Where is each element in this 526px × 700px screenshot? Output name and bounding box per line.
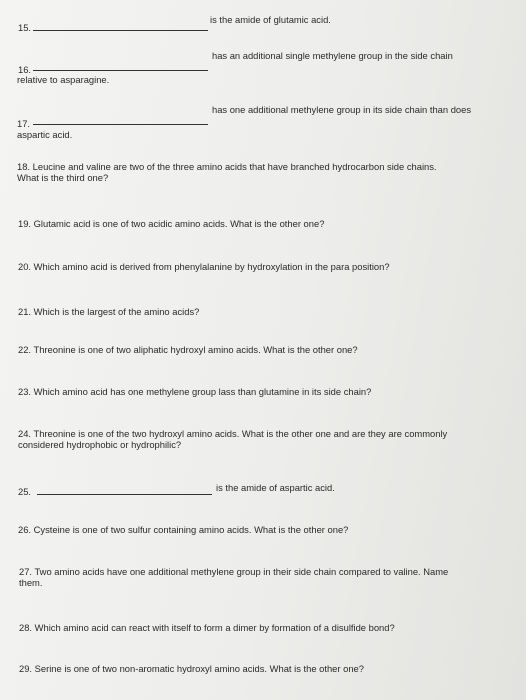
question-21: 21. Which is the largest of the amino acids? [18,306,200,317]
question-text-line2: considered hydrophobic or hydrophilic? [18,439,182,450]
question-text: 18. Leucine and valine are two of the three amino acids that have branched hydrocarbon side chains. [17,161,437,172]
question-text: has one additional methylene group in its side chain than does [212,104,472,115]
question-23: 23. Which amino acid has one methylene group lass than glutamine in its side chain? [18,386,372,397]
question-text: 27. Two amino acids have one additional methylene group in their side chain compared to valine. Name [19,566,449,577]
question-text-line2: them. [19,577,43,588]
answer-blank[interactable] [33,124,208,125]
question-26: 26. Cysteine is one of two sulfur containing amino acids. What is the other one? [18,524,349,535]
answer-blank[interactable] [33,30,208,31]
answer-blank[interactable] [33,70,208,71]
question-22: 22. Threonine is one of two aliphatic hydroxyl amino acids. What is the other one? [18,344,358,355]
answer-blank[interactable] [37,494,212,495]
question-continuation: relative to asparagine. [17,74,110,85]
question-number: 16. [18,64,32,75]
question-29: 29. Serine is one of two non-aromatic hydroxyl amino acids. What is the other one? [19,663,364,674]
question-text: has an additional single methylene group in the side chain [212,50,453,61]
question-text: is the amide of glutamic acid. [210,14,331,25]
question-text: 24. Threonine is one of the two hydroxyl amino acids. What is the other one and are they are commonly [18,428,448,439]
question-text-line2: What is the third one? [17,172,109,183]
question-28: 28. Which amino acid can react with itself to form a dimer by formation of a disulfide bond? [19,622,395,633]
question-20: 20. Which amino acid is derived from phenylalanine by hydroxylation in the para position? [18,261,390,272]
question-number: 25. [18,486,32,497]
question-number: 15. [18,22,32,33]
question-19: 19. Glutamic acid is one of two acidic amino acids. What is the other one? [18,218,325,229]
question-continuation: aspartic acid. [17,129,73,140]
question-number: 17. [17,118,31,129]
question-text: is the amide of aspartic acid. [216,482,335,493]
